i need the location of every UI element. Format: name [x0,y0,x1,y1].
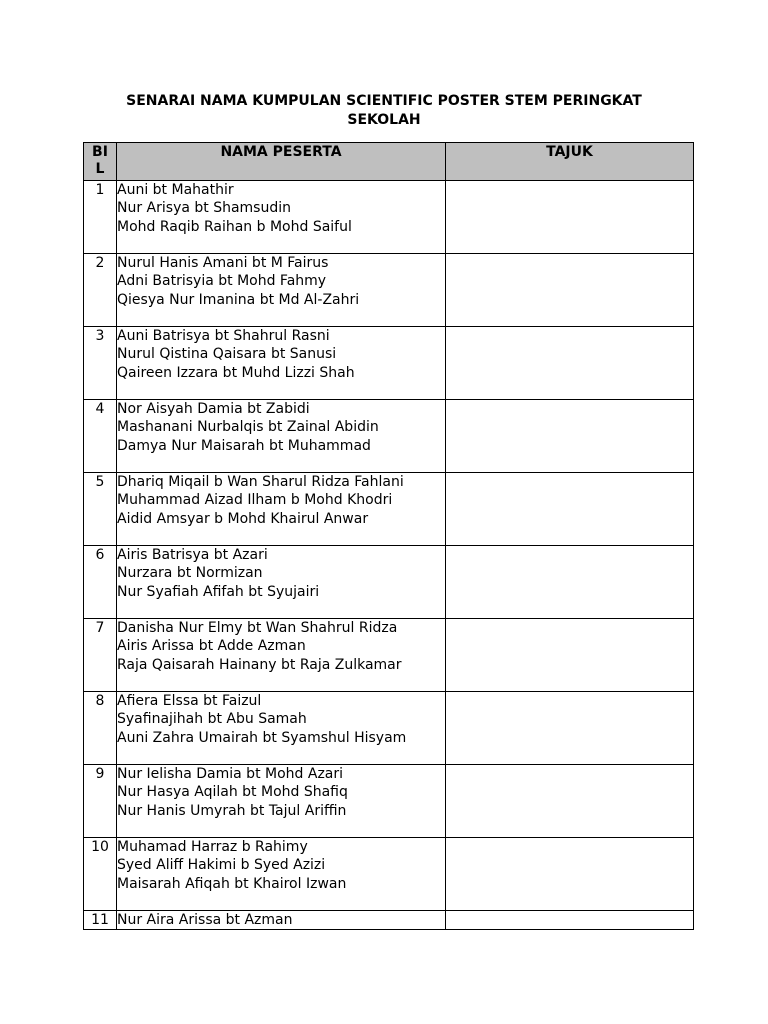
participant-name: Nur Ielisha Damia bt Mohd Azari [117,766,344,782]
participant-name: Nor Aisyah Damia bt Zabidi [117,401,310,417]
table-body [84,181,694,930]
participant-names-cell [117,473,446,546]
participant-names-cell [117,254,446,327]
participant-names-cell [117,838,446,911]
tajuk-cell [446,181,694,254]
table-row [84,546,694,619]
table-row [84,619,694,692]
participant-name: Airis Batrisya bt Azari [117,547,268,563]
participant-name: Aidid Amsyar b Mohd Khairul Anwar [117,510,369,527]
tajuk-cell [446,254,694,327]
table-row [84,181,694,254]
table-row [84,692,694,765]
participant-names-cell [117,400,446,473]
tajuk-cell [446,619,694,692]
participant-name: Airis Arissa bt Adde Azman [117,638,306,655]
participant-name: Syafinajihah bt Abu Samah [117,711,307,728]
participant-name: Muhammad Aizad Ilham b Mohd Khodri [117,492,393,509]
participant-name: Auni Zahra Umairah bt Syamshul Hisyam [117,729,407,746]
row-number: 9 [84,765,117,838]
participant-names-cell [117,692,446,765]
participant-name: Nur Hanis Umyrah bt Tajul Ariffin [117,802,347,819]
participant-name: Muhamad Harraz b Rahimy [117,839,308,855]
row-number: 8 [84,692,117,765]
tajuk-cell [446,546,694,619]
tajuk-cell [446,473,694,546]
row-number: 2 [84,254,117,327]
participant-name: Nurzara bt Normizan [117,565,263,582]
participant-name: Danisha Nur Elmy bt Wan Shahrul Ridza [117,620,398,636]
participant-names-cell [117,911,446,930]
participant-names-cell [117,327,446,400]
tajuk-cell [446,911,694,930]
document-title: SENARAI NAMA KUMPULAN SCIENTIFIC POSTER STEM PERINGKAT SEKOLAH [126,93,642,128]
participant-name: Syed Aliff Hakimi b Syed Azizi [117,857,326,874]
row-number: 7 [84,619,117,692]
table-row [84,838,694,911]
table-header-row [84,143,694,181]
table-row [84,254,694,327]
table-row [84,911,694,930]
participant-name: Qaireen Izzara bt Muhd Lizzi Shah [117,364,355,381]
participant-name: Auni bt Mahathir [117,182,234,198]
row-number: 10 [84,838,117,911]
participant-name: Afiera Elssa bt Faizul [117,693,262,709]
participant-names-cell [117,181,446,254]
table-row [84,473,694,546]
participant-name: Auni Batrisya bt Shahrul Rasni [117,328,330,344]
participant-name: Mashanani Nurbalqis bt Zainal Abidin [117,419,379,436]
row-number: 3 [84,327,117,400]
participant-name: Nurul Qistina Qaisara bt Sanusi [117,346,337,363]
tajuk-cell [446,327,694,400]
participant-names-cell [117,765,446,838]
participant-name: Nur Aira Arissa bt Azman [117,912,293,928]
tajuk-cell [446,765,694,838]
participant-names-cell [117,546,446,619]
participant-name: Nur Arisya bt Shamsudin [117,200,292,217]
participant-name: Nur Syafiah Afifah bt Syujairi [117,583,320,600]
row-number: 5 [84,473,117,546]
row-number: 11 [84,911,117,930]
participant-name: Mohd Raqib Raihan b Mohd Saiful [117,218,352,235]
table-row [84,765,694,838]
row-number: 6 [84,546,117,619]
participant-name: Adni Batrisyia bt Mohd Fahmy [117,273,327,290]
participant-names-cell [117,619,446,692]
row-number: 1 [84,181,117,254]
participant-table [83,142,694,930]
participant-name: Raja Qaisarah Hainany bt Raja Zulkamar [117,656,402,673]
header-bil: BI L [84,143,117,181]
header-nama-peserta: NAMA PESERTA [117,143,446,181]
participant-name: Nurul Hanis Amani bt M Fairus [117,255,329,271]
participant-name: Nur Hasya Aqilah bt Mohd Shafiq [117,784,348,801]
participant-name: Damya Nur Maisarah bt Muhammad [117,437,371,454]
row-number: 4 [84,400,117,473]
tajuk-cell [446,400,694,473]
table-row [84,400,694,473]
tajuk-cell [446,838,694,911]
participant-name: Dhariq Miqail b Wan Sharul Ridza Fahlani [117,474,404,490]
table-row [84,327,694,400]
participant-name: Maisarah Afiqah bt Khairol Izwan [117,875,347,892]
participant-name: Qiesya Nur Imanina bt Md Al-Zahri [117,291,360,308]
tajuk-cell [446,692,694,765]
header-tajuk: TAJUK [446,143,694,181]
